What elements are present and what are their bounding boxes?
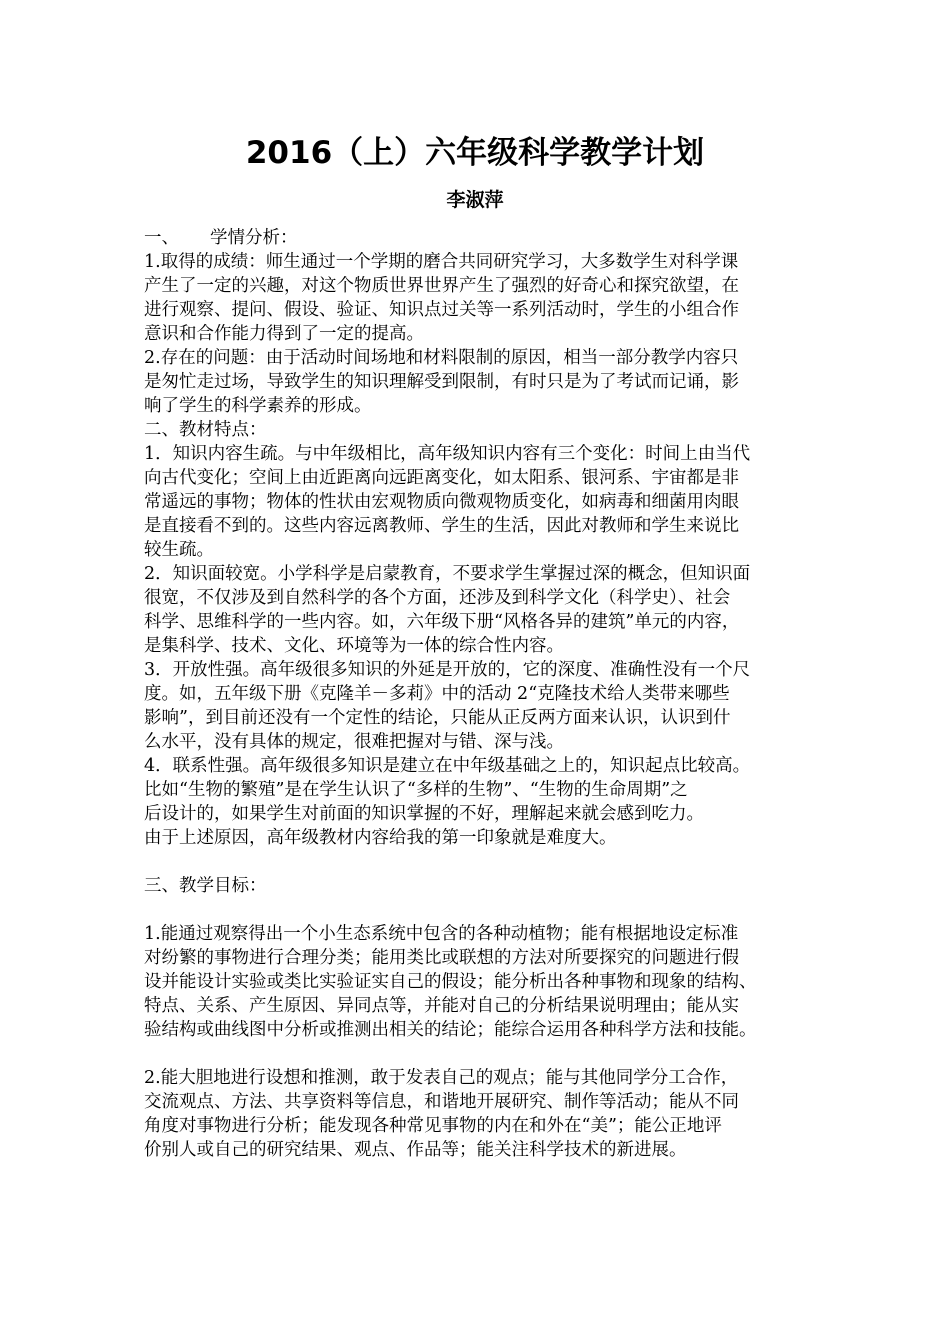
text-line: 是直接看不到的。这些内容远离教师、学生的生活，因此对教师和学生来说比 bbox=[144, 516, 739, 536]
text-line: 常遥远的事物；物体的性状由宏观物质向微观物质变化，如病毒和细菌用肉眼 bbox=[144, 492, 739, 512]
text-line: 是集科学、技术、文化、环境等为一体的综合性内容。 bbox=[144, 636, 564, 656]
goals-paragraph-1 bbox=[144, 922, 816, 1042]
text-line: 1.能通过观察得出一个小生态系统中包含的各种动植物；能有根据地设定标准 bbox=[144, 924, 739, 944]
text-line: 4．联系性强。高年级很多知识是建立在中年级基础之上的，知识起点比较高。 bbox=[144, 756, 751, 776]
blank-line bbox=[144, 850, 816, 874]
text-line: 进行观察、提问、假设、验证、知识点过关等一系列活动时，学生的小组合作 bbox=[144, 300, 739, 320]
section-number: 一、 bbox=[144, 228, 179, 248]
text-line: 2.能大胆地进行设想和推测，敢于发表自己的观点；能与其他同学分工合作， bbox=[144, 1068, 739, 1088]
text-line: 1．知识内容生疏。与中年级相比，高年级知识内容有三个变化：时间上由当代 bbox=[144, 444, 751, 464]
text-line: 交流观点、方法、共享资料等信息，和谐地开展研究、制作等活动；能从不同 bbox=[144, 1092, 739, 1112]
section-analysis-text bbox=[144, 250, 816, 418]
section-heading-analysis bbox=[144, 226, 816, 250]
text-line: 产生了一定的兴趣，对这个物质世界世界产生了强烈的好奇心和探究欲望，在 bbox=[144, 276, 739, 296]
text-line: 由于上述原因，高年级教材内容给我的第一印象就是难度大。 bbox=[144, 828, 617, 848]
text-line: 特点、关系、产生原因、异同点等，并能对自己的分析结果说明理由；能从实 bbox=[144, 996, 739, 1016]
text-line: 2．知识面较宽。小学科学是启蒙教育，不要求学生掌握过深的概念，但知识面 bbox=[144, 564, 751, 584]
text-line: 3．开放性强。高年级很多知识的外延是开放的，它的深度、准确性没有一个尺 bbox=[144, 660, 751, 680]
section-heading-textbook: 二、教材特点： bbox=[144, 420, 267, 440]
text-line: 价别人或自己的研究结果、观点、作品等；能关注科学技术的新进展。 bbox=[144, 1140, 687, 1160]
text-line: 2.存在的问题：由于活动时间场地和材料限制的原因，相当一部分教学内容只 bbox=[144, 348, 739, 368]
section-textbook-text bbox=[144, 442, 816, 850]
text-line: 意识和合作能力得到了一定的提高。 bbox=[144, 324, 424, 344]
section-heading-goals: 三、教学目标： bbox=[144, 876, 267, 896]
goals-paragraph-2 bbox=[144, 1066, 816, 1162]
text-line: 对纷繁的事物进行合理分类；能用类比或联想的方法对所要探究的问题进行假 bbox=[144, 948, 739, 968]
document-body bbox=[144, 226, 816, 1162]
text-line: 1.取得的成绩：师生通过一个学期的磨合共同研究学习，大多数学生对科学课 bbox=[144, 252, 739, 272]
text-line: 么水平，没有具体的规定，很难把握对与错、深与浅。 bbox=[144, 732, 564, 752]
text-line: 度。如，五年级下册《克隆羊－多莉》中的活动 2“克隆技术给人类带来哪些 bbox=[144, 684, 730, 704]
text-line: 向古代变化；空间上由近距离向远距离变化，如太阳系、银河系、宇宙都是非 bbox=[144, 468, 739, 488]
text-line: 较生疏。 bbox=[144, 540, 214, 560]
document-author: 李淑萍 bbox=[446, 189, 504, 211]
text-line: 是匆忙走过场，导致学生的知识理解受到限制，有时只是为了考试而记诵，影 bbox=[144, 372, 739, 392]
text-line: 比如“生物的繁殖”是在学生认识了“多样的生物”、“生物的生命周期”之 bbox=[144, 780, 688, 800]
blank-line bbox=[144, 898, 816, 922]
text-line: 影响”，到目前还没有一个定性的结论，只能从正反两方面来认识，认识到什 bbox=[144, 708, 731, 728]
section-heading-text: 学情分析： bbox=[210, 228, 298, 248]
text-line: 科学、思维科学的一些内容。如，六年级下册“风格各异的建筑”单元的内容， bbox=[144, 612, 740, 632]
text-line: 响了学生的科学素养的形成。 bbox=[144, 396, 372, 416]
blank-line bbox=[144, 1042, 816, 1066]
text-line: 很宽，不仅涉及到自然科学的各个方面，还涉及到科学文化（科学史）、社会 bbox=[144, 588, 731, 608]
text-line: 验结构或曲线图中分析或推测出相关的结论；能综合运用各种科学方法和技能。 bbox=[144, 1020, 757, 1040]
text-line: 角度对事物进行分析；能发现各种常见事物的内在和外在“美”；能公正地评 bbox=[144, 1116, 722, 1136]
text-line: 后设计的，如果学生对前面的知识掌握的不好，理解起来就会感到吃力。 bbox=[144, 804, 704, 824]
text-line: 设并能设计实验或类比实验证实自己的假设；能分析出各种事物和现象的结构、 bbox=[144, 972, 757, 992]
document-title: 2016（上）六年级科学教学计划 bbox=[245, 135, 705, 171]
